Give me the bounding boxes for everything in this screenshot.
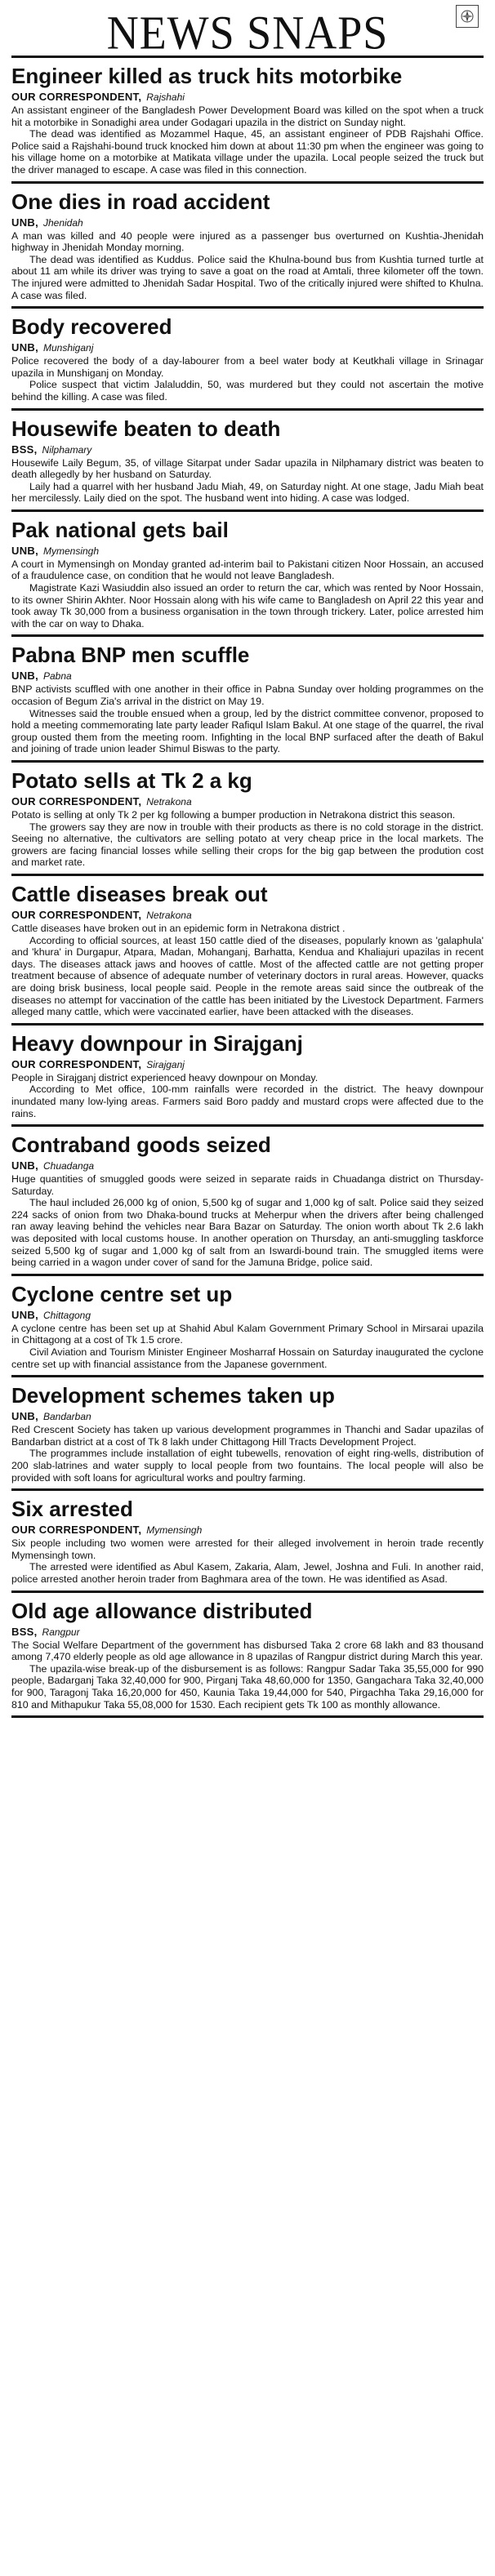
news-item [11, 184, 484, 309]
byline-source: UNB, [11, 341, 38, 354]
byline-source: UNB, [11, 544, 38, 557]
news-item [11, 1127, 484, 1276]
news-item [11, 1276, 484, 1377]
story-paragraph: According to Met office, 100-mm rainfalls were recorded in the district. The heavy downpour inundated many low-lying areas. Farmers said Boro paddy and mustard crops were affected due to the rains. [11, 1083, 484, 1119]
news-item [11, 309, 484, 410]
byline-source: OUR CORRESPONDENT, [11, 795, 142, 808]
byline-place: Netrakona [146, 909, 192, 921]
news-item [11, 1026, 484, 1127]
headline: Contraband goods seized [11, 1132, 271, 1158]
story-paragraph: Witnesses said the trouble ensued when a group, led by the district committee convenor, proposed to hold a meeting commemorating late party leader Rafiqul Islam Bakul. At one stage of the quarrel, the rival group ousted them from the meeting room. Infighting in the local BNP surfaced after the death of Bakul and joining of trade union leader Shimul Biswas to the party. [11, 707, 484, 755]
headline: Pak national gets bail [11, 517, 229, 542]
byline [11, 91, 484, 104]
story-paragraph: The programmes include installation of eight tubewells, renovation of eight ring-wells, distribution of 200 slab-latrines and water supply to local people from two fountains. The local people will also be provided with soft loans for agricultural works and poultry farming. [11, 1448, 484, 1484]
byline-place: Mymensingh [42, 545, 100, 557]
byline-place: Sirajganj [146, 1058, 185, 1070]
story-paragraph: The growers say they are now in trouble with their products as there is no cold storage in the district. Seeing no alternative, the cultivators are selling potato at very cheap price in the local markets. The growers are facing financial losses while selling their crops for the big gap between the prodution cost and market rate. [11, 821, 484, 869]
story-paragraph: The upazila-wise break-up of the disbursement is as follows: Rangpur Sadar Taka 35,55,000 for 990 people, Badarganj Taka 32,40,000 for 900, Pirganj Taka 48,60,000 for 1350, Gangachara Taka 32,40,000 for 900, Taragonj Taka 16,20,000 for 450, Kaunia Taka 19,44,000 for 540, Pirgachha Taka 29,16,000 for 810 and Mithapukur Taka 55,08,000 for 1530. Each recipient gets Tk 100 as monthly allowance. [11, 1662, 484, 1711]
byline-place: Pabna [42, 670, 72, 683]
story-paragraph: The dead was identified as Kuddus. Police said the Khulna-bound bus from Kushtia turned turtle at about 11 am while its driver was trying to save a goat on the road at Amtali, three kilometer off the town. The injured were admitted to Jhenidah Sadar Hospital. Two of the critically injured were shifted to Khulna. A case was filed. [11, 253, 484, 301]
story-paragraph: The dead was identified as Mozammel Haque, 45, an assistant engineer of PDB Rajshahi Office. Police said a Rajshahi-bound truck knocked him down at about 11:30 pm when the engineer was going to his village home on a motorbike at Matikata village under the upazila. Local people seized the truck but the driver managed to escape. A case was filed in this connection. [11, 128, 484, 176]
headline: Development schemes taken up [11, 1383, 335, 1408]
byline-source: UNB, [11, 1410, 38, 1423]
story-paragraph: Potato is selling at only Tk 2 per kg following a bumper production in Netrakona district this season. [11, 809, 456, 821]
byline-place: Chittagong [42, 1309, 91, 1321]
byline [11, 909, 484, 922]
news-item [11, 512, 484, 638]
byline [11, 545, 484, 558]
byline-place: Munshiganj [42, 342, 94, 354]
headline: Pabna BNP men scuffle [11, 643, 250, 668]
headline: Old age allowance distributed [11, 1598, 313, 1623]
byline-place: Rajshahi [146, 91, 185, 103]
headline: Housewife beaten to death [11, 416, 281, 441]
story-paragraph: Magistrate Kazi Wasiuddin also issued an order to return the car, which was rented by Noor Hossain, to its owner Shirin Akhter. Noor Hossain along with his wife came to Bangladesh on April 22 this year and took away Tk 30,000 from a business organisation in the town through trickery. Later, police arrested him with the car on way to Dhaka. [11, 582, 484, 630]
byline-place: Mymensingh [146, 1524, 203, 1537]
byline [11, 1410, 484, 1423]
headline: Potato sells at Tk 2 a kg [11, 768, 252, 793]
story-paragraph: Six people including two women were arrested for their alleged involvement in heroin trade recently Mymensingh town. [11, 1537, 484, 1561]
byline [11, 341, 484, 354]
story-paragraph: According to official sources, at least 150 cattle died of the diseases, popularly known as 'galaphula' and 'khura' in Durgapur, Atpara, Madan, Mohanganj, Barhatta, Kendua and Khaliajuri upazilas in recent days. The diseases attack jaws and hooves of cattle. Most of the affected cattle are not getting proper treatment because of absence of adequate number of veterinary doctors in rural areas. However, quacks are doing brisk business, local people said. People in the remote areas said since the outbreak of the diseases no attempt for vaccination of the cattle has been initiated by the Livestock Department. Farmers alleged many cattle, which were vaccinated earlier, have been attacked with the diseases. [11, 934, 484, 1018]
headline: Cyclone centre set up [11, 1281, 233, 1306]
byline-place: Rangpur [42, 1626, 80, 1638]
news-item [11, 637, 484, 763]
story-paragraph: The Social Welfare Department of the government has disbursed Taka 2 crore 68 lakh and 83 thousand among 7,470 elderly people as old age allowance in 8 upazilas of Rangpur district during March this year. [11, 1639, 484, 1663]
byline [11, 1524, 484, 1537]
story-paragraph: Red Crescent Society has taken up various development programmes in Thanchi and Sadar upazilas of Bandarban district at a cost of Tk 8 lakh under Chittagong Hill Tracts Development Project. [11, 1424, 484, 1448]
byline [11, 1058, 484, 1071]
byline [11, 216, 484, 229]
byline [11, 1309, 484, 1322]
byline-source: UNB, [11, 216, 38, 229]
story-paragraph: Police suspect that victim Jalaluddin, 50, was murdered but they could not ascertain the motive behind the killing. A case was filed. [11, 379, 484, 403]
byline-place: Bandarban [42, 1411, 91, 1423]
byline-place: Jhenidah [42, 216, 83, 229]
story-paragraph: The arrested were identified as Abul Kasem, Zakaria, Alam, Jewel, Joshna and Fuli. In another raid, police arrested another heroin trader from Baghmara area of the town. He was identified as Asad. [11, 1561, 484, 1585]
headline: Body recovered [11, 314, 172, 340]
stories-column [11, 58, 484, 1718]
byline-source: OUR CORRESPONDENT, [11, 91, 142, 103]
page-title: NEWS SNAPS [106, 6, 389, 60]
story-paragraph: A man was killed and 40 people were injured as a passenger bus overturned on Kushtia-Jhenidah highway in Jhenidah Monday morning. [11, 229, 484, 254]
story-paragraph: Cattle diseases have broken out in an epidemic form in Netrakona district . [11, 922, 346, 934]
story-paragraph: BNP activists scuffled with one another in their office in Pabna Sunday over holding programmes on the occasion of Begum Zia's arrival in the district on May 19. [11, 683, 484, 708]
byline-source: UNB, [11, 670, 38, 683]
story-paragraph: A cyclone centre has been set up at Shahid Abul Kalam Government Primary School in Mirsarai upazila in Chittagong at a cost of Tk 1.5 crore. [11, 1322, 484, 1346]
story-paragraph: People in Sirajganj district experienced heavy downpour on Monday. [11, 1071, 319, 1083]
story-paragraph: Police recovered the body of a day-labourer from a beel water body at Keutkhali village in Srinagar upazila in Munshiganj on Monday. [11, 355, 484, 379]
masthead [11, 5, 484, 58]
news-item [11, 1377, 484, 1491]
news-item [11, 1593, 484, 1719]
story-paragraph: Laily had a quarrel with her husband Jadu Miah, 49, on Saturday night. At one stage, Jadu Miah beat her mercilessly. Laily died on the spot. The husband went into hiding. A case was lodged. [11, 480, 484, 505]
byline-source: BSS, [11, 443, 38, 456]
news-item [11, 763, 484, 876]
story-paragraph: A court in Mymensingh on Monday granted ad-interim bail to Pakistani citizen Noor Hossain, an accused of a fraudulence case, on condition that he would not leave Bangladesh. [11, 558, 484, 582]
byline [11, 1159, 484, 1172]
byline [11, 1626, 484, 1639]
news-item [11, 876, 484, 1026]
byline-source: UNB, [11, 1159, 38, 1172]
byline [11, 670, 484, 683]
headline: Heavy downpour in Sirajganj [11, 1030, 303, 1056]
news-item [11, 1491, 484, 1592]
headline: Six arrested [11, 1497, 133, 1522]
byline-place: Chuadanga [42, 1160, 95, 1172]
byline-source: OUR CORRESPONDENT, [11, 1524, 142, 1537]
news-item [11, 411, 484, 512]
byline [11, 795, 484, 808]
story-paragraph: Civil Aviation and Tourism Minister Engineer Mosharraf Hossain on Saturday inaugurated the cyclone centre set up with financial assistance from the Japanese government. [11, 1346, 484, 1370]
byline-place: Netrakona [146, 796, 192, 808]
headline: Cattle diseases break out [11, 881, 268, 906]
byline-source: OUR CORRESPONDENT, [11, 1057, 142, 1070]
byline [11, 443, 484, 456]
byline-source: OUR CORRESPONDENT, [11, 908, 142, 921]
byline-source: UNB, [11, 1308, 38, 1321]
headline: One dies in road accident [11, 189, 270, 214]
story-paragraph: The haul included 26,000 kg of onion, 5,500 kg of sugar and 1,000 kg of salt. Police said they seized 224 sacks of onion from two Dhaka-bound trucks at Meherpur when the drivers after being challenged ran away leaving behind the vehicles near Bara Bazar on Saturday. The onion worth about Tk 2.6 lakh was deposited with local customs house. In another operation on Thursday, an anti-smuggling taskforce seized 5,500 kg of sugar and 1,000 kg of salt from an Iswardi-bound train. The smuggled items were being carried in a wagon under cover of sand for the Jamuna Bridge, police said. [11, 1197, 484, 1269]
news-item [11, 58, 484, 184]
story-paragraph: An assistant engineer of the Bangladesh Power Development Board was killed on the spot when a truck hit a motorbike in Sonadighi area under Godagari upazila in the district on Sunday night. [11, 105, 484, 128]
newspaper-emblem-icon [456, 5, 479, 28]
headline: Engineer killed as truck hits motorbike [11, 64, 403, 88]
story-paragraph: Housewife Laily Begum, 35, of village Sitarpat under Sadar upazila in Nilphamary district was beaten to death allegedly by her husband on Saturday. [11, 456, 484, 481]
byline-source: BSS, [11, 1625, 38, 1638]
story-paragraph: Huge quantities of smuggled goods were seized in separate raids in Chuadanga district on Thursday-Saturday. [11, 1173, 484, 1197]
byline-place: Nilphamary [42, 443, 92, 456]
